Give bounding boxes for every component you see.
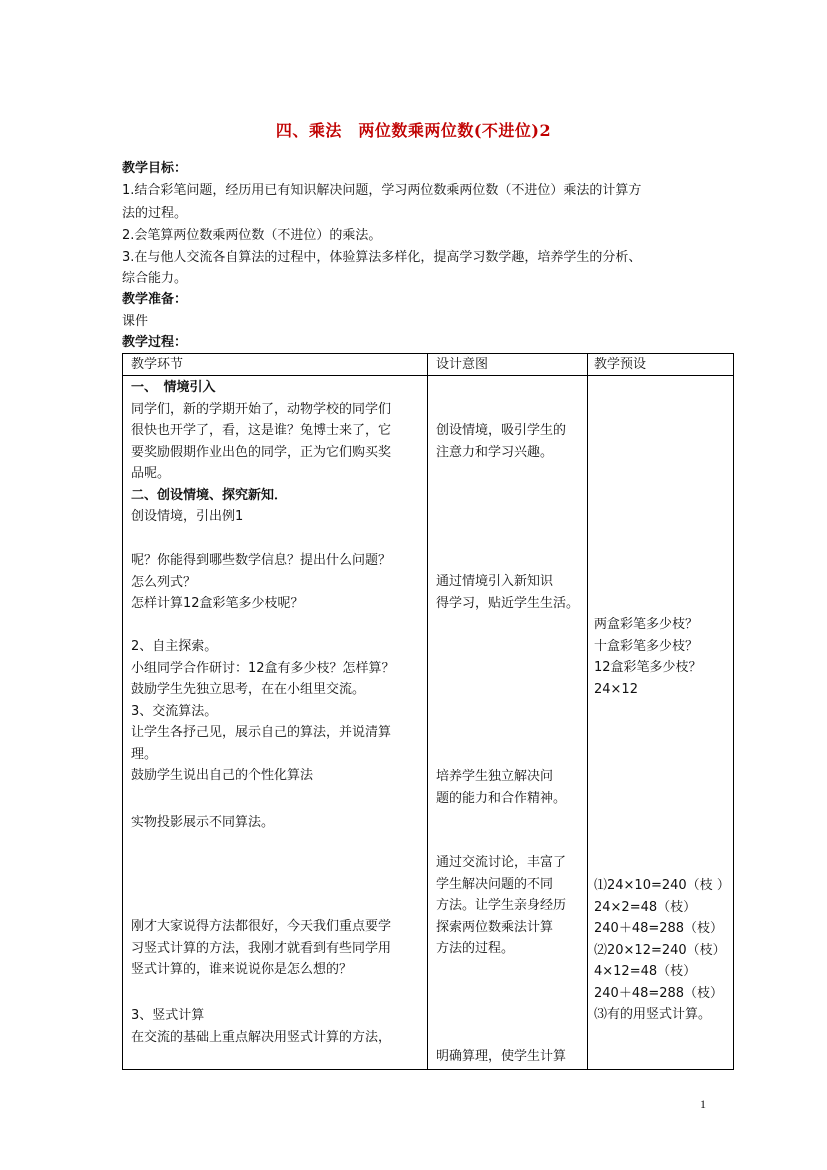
text-line: 题的能力和合作精神。	[436, 790, 567, 806]
col1-text	[131, 812, 421, 834]
text-line: 12盒彩笔多少枝？	[594, 660, 702, 675]
text-line: 呢？你能得到哪些数学信息？提出什么问题？	[131, 553, 392, 568]
text-line: 小组同学合作研讨：12盒有多少枝？怎样算？	[131, 660, 395, 676]
objective-line: 综合能力。	[122, 271, 188, 286]
text-line: 要奖励假期作业出色的同学，正为它们购买奖	[131, 444, 392, 460]
text-line: 方法的过程。	[436, 941, 515, 956]
text-line: 鼓励学生说出自己的个性化算法	[131, 768, 314, 783]
text-line: 240＋48=288（枝）	[594, 921, 724, 936]
text-line: 两盒彩笔多少枝？	[594, 617, 699, 632]
text-line: 通过情境引入新知识	[436, 574, 554, 589]
text-line: 2、自主探索。	[131, 639, 218, 654]
col2-text	[436, 1046, 584, 1068]
section-heading: 一、 情境引入	[131, 380, 216, 395]
section-heading: 二、创设情境、探究新知．	[131, 487, 288, 503]
text-line: 让学生各抒己见，展示自己的算法，并说清算	[131, 725, 392, 740]
col1-text	[131, 1005, 421, 1048]
col2-text	[436, 420, 584, 463]
col2-text	[436, 852, 584, 960]
header-cell: 教学环节	[131, 357, 184, 372]
text-line: 探索两位数乘法计算	[436, 919, 554, 935]
column-divider	[587, 353, 588, 1070]
text-line: 怎样计算12盒彩笔多少枝呢？	[131, 596, 304, 611]
column-divider	[427, 353, 428, 1070]
col3-text	[594, 614, 734, 700]
col1-text	[131, 550, 421, 615]
preparation-content: 课件	[122, 314, 149, 329]
text-line: ⑴24×10=240（枝 ）	[594, 878, 730, 893]
objective-line: 法的过程。	[122, 206, 188, 221]
objectives-heading: 教学目标：	[122, 161, 188, 176]
text-line: 培养学生独立解决问	[436, 769, 554, 784]
text-line: 鼓励学生先独立思考，在在小组里交流。	[131, 682, 366, 697]
objective-line: 2.会笔算两位数乘两位数（不进位）的乘法。	[122, 228, 382, 243]
text-line: 方法。让学生亲身经历	[436, 898, 567, 913]
text-line: 创设情境，吸引学生的	[436, 423, 567, 438]
text-line: 在交流的基础上重点解决用竖式计算的方法，	[131, 1029, 392, 1045]
text-line: 创设情境，引出例1	[131, 509, 244, 524]
col1-text	[131, 636, 421, 787]
text-line: 4×12=48（枝）	[594, 964, 697, 979]
objective-line: 1.结合彩笔问题，经历用已有知识解决问题，学习两位数乘两位数（不进位）乘法的计算方	[122, 183, 642, 198]
col2-text	[436, 766, 584, 809]
text-line: 同学们，新的学期开始了，动物学校的同学们	[131, 401, 392, 417]
text-line: 很快也开学了，看，这是谁？兔博士来了，它	[131, 423, 392, 438]
text-line: 习竖式计算的方法，我刚才就看到有些同学用	[131, 940, 392, 956]
text-line: 十盒彩笔多少枝？	[594, 638, 699, 654]
text-line: 实物投影展示不同算法。	[131, 815, 275, 830]
objective-line: 3.在与他人交流各自算法的过程中，体验算法多样化，提高学习数学趣，培养学生的分析、	[122, 250, 642, 265]
text-line: 明确算理，使学生计算	[436, 1049, 567, 1064]
header-cell: 教学预设	[594, 357, 647, 372]
page-title: 四、乘法 两位数乘两位数(不进位)2	[275, 121, 552, 140]
text-line: 24×12	[594, 681, 638, 697]
col3-text	[594, 875, 734, 1026]
text-line: 3、交流算法。	[131, 703, 218, 719]
header-cell: 设计意图	[436, 357, 489, 372]
process-heading: 教学过程：	[122, 335, 188, 350]
text-line: 240＋48=288（枝）	[594, 985, 724, 1001]
text-line: 品呢。	[131, 466, 171, 481]
text-line: 理。	[131, 746, 158, 762]
col1-text	[131, 377, 421, 528]
text-line: ⑶有的用竖式计算。	[594, 1007, 712, 1022]
text-line: 注意力和学习兴趣。	[436, 444, 554, 460]
text-line: 怎么列式？	[131, 574, 197, 590]
text-line: 学生解决问题的不同	[436, 876, 554, 892]
text-line: ⑵20×12=240（枝）	[594, 942, 726, 958]
preparation-heading: 教学准备：	[122, 292, 188, 307]
col2-text	[436, 571, 584, 614]
text-line: 3、竖式计算	[131, 1008, 205, 1023]
text-line: 得学习，贴近学生生活。	[436, 595, 580, 611]
text-line: 通过交流讨论，丰富了	[436, 855, 567, 870]
col1-text	[131, 916, 421, 981]
text-line: 竖式计算的，谁来说说你是怎么想的？	[131, 962, 353, 977]
page-number: 1	[700, 1097, 706, 1111]
text-line: 24×2=48（枝）	[594, 899, 697, 915]
text-line: 刚才大家说得方法都很好，今天我们重点要学	[131, 919, 392, 934]
